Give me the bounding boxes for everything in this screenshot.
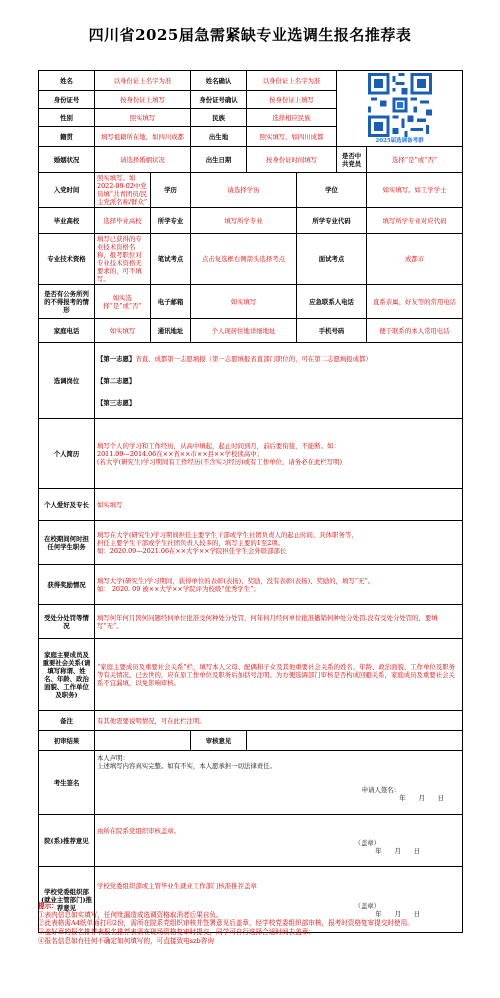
qr-caption: 2025届选调备考群 [375,138,424,145]
emergency-phone-value[interactable]: 直系亲属、好友等的常用电话 [367,285,463,319]
third-choice-tag: 【第三志愿】 [97,398,136,407]
hobby-value[interactable]: 如实填写 [95,489,463,521]
major-label: 所学专业 [151,208,191,234]
resume-value[interactable] [95,419,463,489]
origin-label: 籍贯 [39,127,95,147]
initial-review-value[interactable] [95,731,191,751]
major-value[interactable]: 填写所学专业 [191,208,297,234]
college-seal: （盖章） [354,838,381,847]
review-opinion-label: 审核意见 [191,731,247,751]
registration-form [38,70,463,933]
school-label: 毕业高校 [39,208,95,234]
second-choice-tag: 【第二志愿】 [97,376,136,385]
page-title: 四川省2025届急需紧缺专业选调生报名推荐表 [88,26,412,44]
major-code-value[interactable]: 填写所学专业对应代码 [367,208,463,234]
ethnicity-label: 民族 [191,109,247,127]
declaration-text: 上述填写内容真实完整。如有不实，本人愿承担一切法律责任。 [97,762,276,770]
family-label: 家庭主要成员及重要社会关系(请填写称谓、姓名、年龄、政治面貌、工作单位及职务) [39,639,95,711]
mobile-value[interactable]: 便于联系的本人常用电话 [367,319,463,343]
party-date-value[interactable]: 照实填写。如2022-09-02中党员填“共青团员/民主党派名称/群众” [95,173,151,208]
qr-code-icon [368,73,432,137]
remark-label: 备注 [39,711,95,731]
tips-section [38,902,468,946]
written-test-site-label: 笔试考点 [151,234,191,285]
org-dept-date: 年 月 日 [375,909,421,918]
college-date: 年 月 日 [375,846,421,855]
school-duty-line-1: 填写在大学(研究生)学习期间担任主要学生干部或学生社团负责人的起止时间、具体职务等， [97,530,358,539]
name-value[interactable]: 以身份证上名字为准 [95,71,191,91]
origin-value[interactable]: 填写祖籍所在地，如四川成都 [95,127,191,147]
awards-value[interactable] [95,565,463,605]
tip-item: ③盖好章的报名推荐表报名推荐表需在现场资格复审时提交，同学可自行选择合适时间去盖章； [38,928,315,937]
qr-cell [337,71,463,147]
discipline-value[interactable]: 填写何年何月因何问题经何单位批准受何种处分处罚，何年何月经何单位批准撤销何种处分处罚.没有受处分处罚的，要填写“无”。 [95,605,463,639]
first-choice-tag: 【第一志愿】 [97,354,136,363]
id-confirm-label: 身份证号确认 [191,91,247,109]
org-dept-seal: （盖章） [354,901,381,910]
tip-item: ④报名信息如有任何不确定如何填写的，可直接致电szb咨询 [38,936,214,945]
birthplace-label: 出生地 [191,127,247,147]
written-test-site-value[interactable]: 点击复选框右侧箭头选择考点 [191,234,297,285]
id-label: 身份证号 [39,91,95,109]
ethnicity-value[interactable]: 选择相应民族 [247,109,337,127]
birthdate-label: 出生日期 [191,147,247,173]
qualification-label: 专业技术资格 [39,234,95,285]
name-confirm-value[interactable]: 以身份证上名字为准 [247,71,337,91]
birthplace-value[interactable]: 照实填写，如四川成都 [247,127,337,147]
school-duty-value[interactable] [95,521,463,565]
post-label: 选调岗位 [39,343,95,419]
degree-label: 学位 [297,173,367,208]
declaration-heading: 本人声明： [97,754,129,762]
party-date-label: 入党时间 [39,173,95,208]
school-duty-label: 在校期间何时担任何学生职务 [39,521,95,565]
awards-label: 获得奖励情况 [39,565,95,605]
education-label: 学历 [151,173,191,208]
resume-line-1: 填写个人的学习和工作经历，从高中填起，起止时间到月，前后要衔接，不能断。如： [97,441,340,450]
first-choice-value[interactable]: 省直、成都第一志愿填报（第一志愿填报省直部门职位的，可在第二志愿填报成都） [135,354,372,363]
remark-value[interactable]: 有其他需要说明情况，可在此栏注明。 [95,711,463,731]
resume-line-2: 2011.09—2014.06在××省××市××县××学校读高中； [97,449,263,458]
education-value[interactable]: 请选择学历 [191,173,297,208]
id-confirm-value[interactable]: 按身份证上填写 [247,91,337,109]
address-value[interactable]: 个人现居住地详细地址 [191,319,297,343]
family-value[interactable]: “家庭主要成员及重要社会关系”栏，填写本人父母、配偶和子女及其他重要社会关系的姓名、年龄、政治面貌、工作单位及职务等有关情况。已去世的，应在原工作单位及职务后加括号注明。为方便选调部门审核是否构成回避关系，家庭成员及重要社会关系不宜漏填，以免影响审核。 [95,639,463,711]
mobile-label: 手机号码 [297,319,367,343]
interview-site-value[interactable]: 成都市 [367,234,463,285]
resume-label: 个人简历 [39,419,95,489]
college-opinion [95,815,463,867]
restriction-value[interactable]: 如实选择“是”或“否” [95,285,151,319]
college-opinion-label: 院(系)推荐意见 [39,815,95,867]
email-label: 电子邮箱 [151,285,191,319]
party-member-value[interactable]: 选择“是”或“否” [367,147,463,173]
school-duty-line-2: 担任主要学生干部或学生社团负责人较多的，填写主要的1至2项。 [97,538,285,547]
declaration [95,751,463,815]
emergency-phone-label: 应急联系人电话 [297,285,367,319]
name-label: 姓名 [39,71,95,91]
org-dept-opinion-label: 学校党委组织部(就业主管部门)推荐意见 [39,867,95,933]
resume-line-3: (若大学(研究生)学习期间有工作经历(不含实习经历)或有工作单位，请务必在此栏写明) [97,457,343,466]
tip-item: ①表内信息如实填写，任何纰漏造成选调资格取消者后果自负。 [38,910,223,919]
birthdate-value[interactable]: 按身份证时间填写 [247,147,337,173]
qualification-value[interactable]: 填写已获得的专业技术资格名称，报考职位对专业技术资格无要求的，可不填写。 [95,234,151,285]
email-value[interactable]: 如实填写 [191,285,297,319]
school-value[interactable]: 选择毕业高校 [95,208,151,234]
initial-review-label: 初审结果 [39,731,95,751]
home-phone-value[interactable]: 如实填写 [95,319,151,343]
signature-date: 年 月 日 [399,794,445,802]
name-confirm-label: 姓名确认 [191,71,247,91]
address-label: 通讯地址 [151,319,191,343]
awards-line-2: 如： 2020. 09 被××大学××学院评为校级“优秀学生”； [97,584,260,593]
restriction-label: 是否有公务所列的不得报考的情形 [39,285,95,319]
tips-heading: 提示： [38,902,58,910]
party-member-label: 是否中共党员 [337,147,367,173]
org-dept-opinion-value[interactable]: 学校党委组织部或主管毕业生就业工作部门核准推荐盖章 [97,881,257,890]
marriage-label: 婚姻状况 [39,147,95,173]
college-opinion-value[interactable]: 由所在院系党组织审核盖章。 [97,826,181,835]
discipline-label: 受处分处罚等情况 [39,605,95,639]
id-value[interactable]: 按身份证上填写 [95,91,191,109]
signer-field[interactable]: 申请人签名： [361,786,401,794]
post-choices[interactable] [95,343,463,419]
major-code-label: 所学专业代码 [297,208,367,234]
gender-value[interactable]: 照实填写 [95,109,191,127]
review-opinion-value[interactable] [247,731,463,751]
hobby-label: 个人爱好及专长 [39,489,95,521]
tip-item: ②此表格需A4纸单面打印2份，需所在院系党组织审核并签署意见后盖章，经学校党委组织部审核，报考时资格复审提交时使用。 [38,919,414,928]
awards-line-1: 填写大学(研究生)学习期间，获得单位的表彰(表扬)、奖励，没有表彰(表扬)、奖励的，填写“无”。 [97,576,375,585]
marriage-value[interactable]: 请选择婚姻状况 [95,147,191,173]
degree-value[interactable]: 如实填写。如工学学士 [367,173,463,208]
home-phone-label: 家庭电话 [39,319,95,343]
signature-label: 考生签名 [39,751,95,815]
school-duty-line-3: 如：2020.09—2021.06在××大学××学院担任学生会外联部部长 [97,546,287,555]
gender-label: 性别 [39,109,95,127]
interview-site-label: 面试考点 [297,234,367,285]
